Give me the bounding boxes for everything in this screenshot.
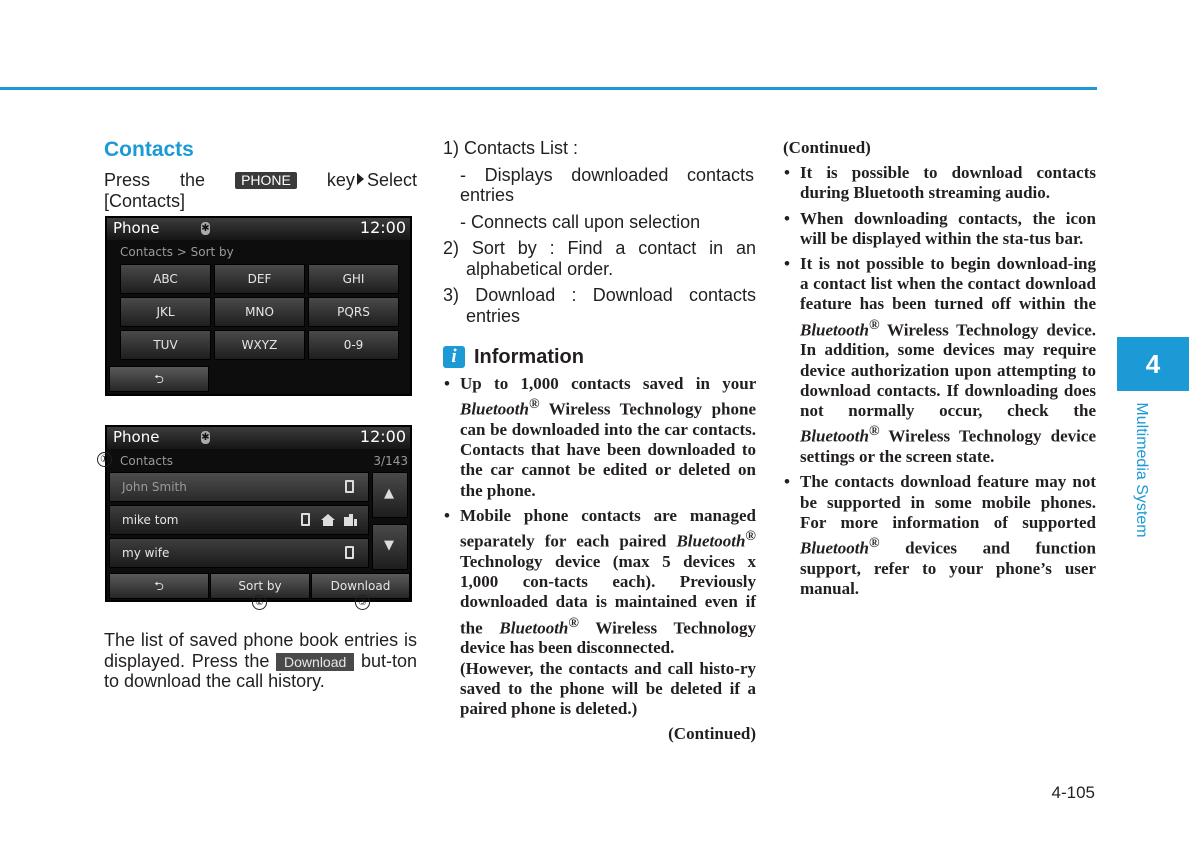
- information-heading: i Information: [443, 346, 756, 368]
- continued-note: (Continued): [668, 724, 756, 744]
- list-item-1: 1) Contacts List :: [443, 138, 579, 158]
- list-item-1-sub-2: - Connects call upon selection: [460, 211, 701, 232]
- back-button[interactable]: [109, 366, 209, 392]
- list-item-2: 2) Sort by : Find a contact in an alphabetical order.: [443, 238, 756, 279]
- arrow-right-icon: [357, 173, 364, 185]
- continued-heading: (Continued): [783, 138, 871, 157]
- intro-text: Press the PHONE key Select [Contacts]: [104, 170, 417, 211]
- sort-tuv-button[interactable]: TUV: [120, 330, 211, 360]
- status-bar: Phone ✱ 12:00: [107, 218, 410, 240]
- column-1: [104, 138, 417, 211]
- screen-caption: The list of saved phone book entries is displayed. Press the Download but-ton to download the call history.: [104, 630, 417, 691]
- chapter-name: Multimedia System: [1133, 402, 1150, 538]
- sort-abc-button[interactable]: ABC: [120, 264, 211, 294]
- list-item-3: 3) Download : Download contacts entries: [443, 285, 756, 326]
- info-icon: i: [443, 346, 465, 368]
- info-bullet: • It is possible to download contacts during Bluetooth streaming audio.: [783, 163, 1096, 203]
- breadcrumb: Contacts > Sort by: [120, 245, 234, 259]
- phone-key-badge: PHONE: [235, 172, 297, 189]
- download-button[interactable]: Download: [311, 573, 410, 599]
- contact-row[interactable]: John Smith: [109, 472, 369, 502]
- bluetooth-icon: ✱: [201, 223, 210, 234]
- sort-pqrs-button[interactable]: PQRS: [308, 297, 399, 327]
- header-rule: [0, 87, 1097, 90]
- contact-row[interactable]: my wife: [109, 538, 369, 568]
- chapter-tab: 4: [1117, 337, 1189, 391]
- information-list-continued: [783, 163, 1096, 599]
- down-arrow-icon: ▼: [384, 538, 394, 553]
- sort-by-button[interactable]: Sort by: [210, 573, 310, 599]
- info-bullet: • It is not possible to begin download-ing a contact list when the contact download feature has been turned off within the Bluetooth® Wireless Technology device. In addition, some devices may require device authorization upon attempting to download contacts. If downloading does not normally occur, check the Bluetooth® Wireless Technology device settings or the screen state.: [783, 254, 1096, 467]
- mobile-phone-icon: [345, 546, 354, 559]
- contact-row[interactable]: mike tom: [109, 505, 369, 535]
- list-item-1-sub-1: - Displays downloaded contacts entries: [460, 164, 754, 205]
- section-title: Contacts: [104, 138, 194, 161]
- back-icon: ⮌: [154, 579, 164, 593]
- mobile-phone-icon: [301, 513, 310, 526]
- screen-contacts: [105, 425, 412, 602]
- sort-ghi-button[interactable]: GHI: [308, 264, 399, 294]
- info-bullet: • Mobile phone contacts are managed separately for each paired Bluetooth® Technology device (max 5 devices x 1,000 con-tacts each). Previously downloaded data is maintained even if the Bluetooth® Wireless Technology device has been disconnected. (However, the contacts and call histo-ry saved to the phone will be deleted if a paired phone is deleted.): [443, 506, 756, 719]
- home-icon: [320, 513, 336, 527]
- sort-mno-button[interactable]: MNO: [214, 297, 305, 327]
- page-number: 4-105: [1051, 783, 1095, 802]
- screen-sort-by: [105, 216, 412, 396]
- scroll-up-button[interactable]: [372, 472, 408, 518]
- office-icon: [342, 513, 358, 527]
- sort-def-button[interactable]: DEF: [214, 264, 305, 294]
- information-list: [443, 374, 756, 719]
- contact-count: 3/143: [373, 454, 408, 468]
- bluetooth-icon: ✱: [201, 432, 210, 443]
- info-bullet: • Up to 1,000 contacts saved in your Bluetooth® Wireless Technology phone can be downloaded into the car contacts. Contacts that have been downloaded to the car cannot be edited or deleted on the phone.: [443, 374, 756, 501]
- callout-3: ③: [355, 595, 370, 610]
- callout-2: ②: [252, 595, 267, 610]
- callout-1: ①: [97, 452, 112, 467]
- status-bar: Phone ✱ 12:00: [107, 427, 410, 449]
- info-bullet: • The contacts download feature may not be supported in some mobile phones. For more information of supported Bluetooth® devices and function support, refer to your phone’s user manual.: [783, 472, 1096, 599]
- sort-jkl-button[interactable]: JKL: [120, 297, 211, 327]
- up-arrow-icon: ▲: [384, 486, 394, 501]
- sort-0-9-button[interactable]: 0-9: [308, 330, 399, 360]
- scroll-down-button[interactable]: [372, 524, 408, 570]
- list-title: Contacts: [120, 454, 173, 468]
- download-badge: Download: [276, 653, 354, 671]
- sort-wxyz-button[interactable]: WXYZ: [214, 330, 305, 360]
- info-bullet: • When downloading contacts, the icon will be displayed within the sta-tus bar.: [783, 209, 1096, 249]
- mobile-phone-icon: [345, 480, 354, 493]
- column-2: [443, 138, 756, 744]
- back-button[interactable]: [109, 573, 209, 599]
- column-3: [783, 138, 1096, 604]
- back-icon: ⮌: [154, 372, 164, 386]
